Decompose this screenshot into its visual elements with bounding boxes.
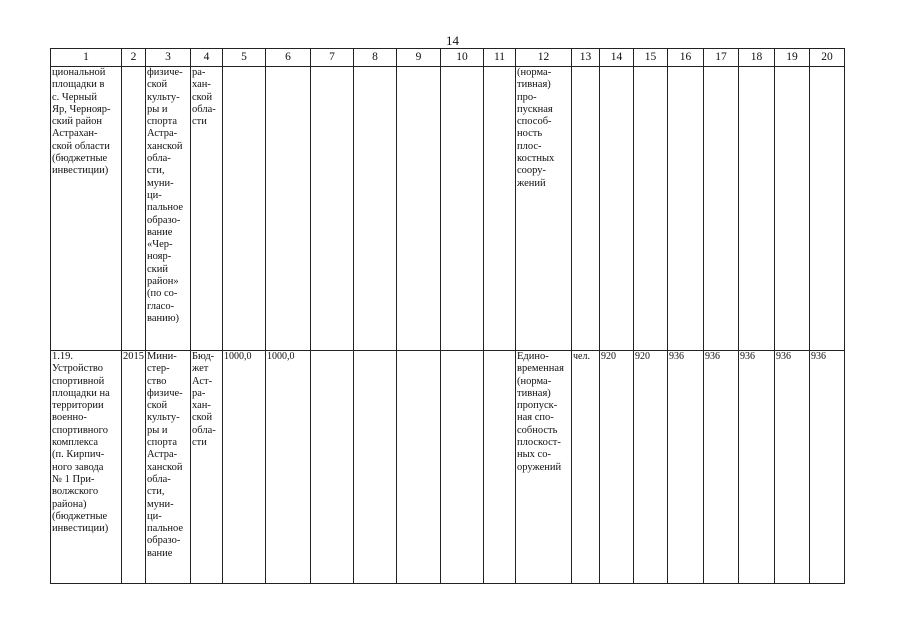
cell-col-15: 920 <box>634 351 668 584</box>
column-header: 16 <box>668 49 704 67</box>
column-header: 20 <box>810 49 845 67</box>
column-header: 18 <box>739 49 775 67</box>
cell-col-16: 936 <box>668 351 704 584</box>
cell-year <box>122 67 146 351</box>
column-header: 17 <box>704 49 739 67</box>
cell-col-11 <box>484 67 516 351</box>
header-row <box>51 49 845 67</box>
cell-col-11 <box>484 351 516 584</box>
column-header: 13 <box>572 49 600 67</box>
cell-col-9 <box>397 67 441 351</box>
column-header: 5 <box>223 49 266 67</box>
cell-col-8 <box>354 351 397 584</box>
cell-executor: Мини- стер- ство физиче- ской культу- ры и спорта Астра- ханской обла- сти, муни- ци- пальное образо- вание <box>146 351 191 584</box>
table-row <box>51 351 845 584</box>
cell-col-17 <box>704 67 739 351</box>
cell-object-name: 1.19. Устройство спортивной площадки на территории военно- спортивного комплекса (п. Кирпич- ного завода № 1 При- волжского района) (бюджетные инвестиции) <box>51 351 122 584</box>
cell-unit: чел. <box>572 351 600 584</box>
cell-col-15 <box>634 67 668 351</box>
cell-col-14 <box>600 67 634 351</box>
column-header: 14 <box>600 49 634 67</box>
cell-col-16 <box>668 67 704 351</box>
column-header: 7 <box>311 49 354 67</box>
cell-col-14: 920 <box>600 351 634 584</box>
cell-col-7 <box>311 67 354 351</box>
column-header: 4 <box>191 49 223 67</box>
cell-col-19 <box>775 67 810 351</box>
cell-indicator: Едино- временная (норма- тивная) пропуск- ная спо- собность плоскост- ных со- оружений <box>516 351 572 584</box>
cell-funding-source: Бюд- жет Аст- ра- хан- ской обла- сти <box>191 351 223 584</box>
cell-executor: физиче- ской культу- ры и спорта Астра- ханской обла- сти, муни- ци- пальное образо- вание «Чер- нояр- ский район» (по со- гласо- ванию) <box>146 67 191 351</box>
cell-col-20: 936 <box>810 351 845 584</box>
cell-col-10 <box>441 351 484 584</box>
column-header: 8 <box>354 49 397 67</box>
column-header: 12 <box>516 49 572 67</box>
cell-col-19: 936 <box>775 351 810 584</box>
cell-col-18 <box>739 67 775 351</box>
cell-unit <box>572 67 600 351</box>
column-header: 9 <box>397 49 441 67</box>
column-header: 11 <box>484 49 516 67</box>
cell-col-5: 1000,0 <box>223 351 266 584</box>
page-number: 14 <box>446 33 459 48</box>
cell-col-18: 936 <box>739 351 775 584</box>
data-table <box>50 48 845 584</box>
cell-object-name: циональной площадки в с. Черный Яр, Чернояр- ский район Астрахан- ской области (бюджетные инвестиции) <box>51 67 122 351</box>
column-header: 3 <box>146 49 191 67</box>
cell-funding-source: ра- хан- ской обла- сти <box>191 67 223 351</box>
table-row <box>51 67 845 351</box>
cell-year: 2015 <box>122 351 146 584</box>
cell-indicator: (норма- тивная) про- пускная способ- ность плос- костных соору- жений <box>516 67 572 351</box>
cell-col-6: 1000,0 <box>266 351 311 584</box>
cell-col-9 <box>397 351 441 584</box>
cell-col-5 <box>223 67 266 351</box>
column-header: 19 <box>775 49 810 67</box>
column-header: 10 <box>441 49 484 67</box>
cell-col-10 <box>441 67 484 351</box>
cell-col-7 <box>311 351 354 584</box>
column-header: 15 <box>634 49 668 67</box>
cell-col-17: 936 <box>704 351 739 584</box>
column-header: 6 <box>266 49 311 67</box>
cell-col-8 <box>354 67 397 351</box>
cell-col-6 <box>266 67 311 351</box>
column-header: 1 <box>51 49 122 67</box>
column-header: 2 <box>122 49 146 67</box>
cell-col-20 <box>810 67 845 351</box>
